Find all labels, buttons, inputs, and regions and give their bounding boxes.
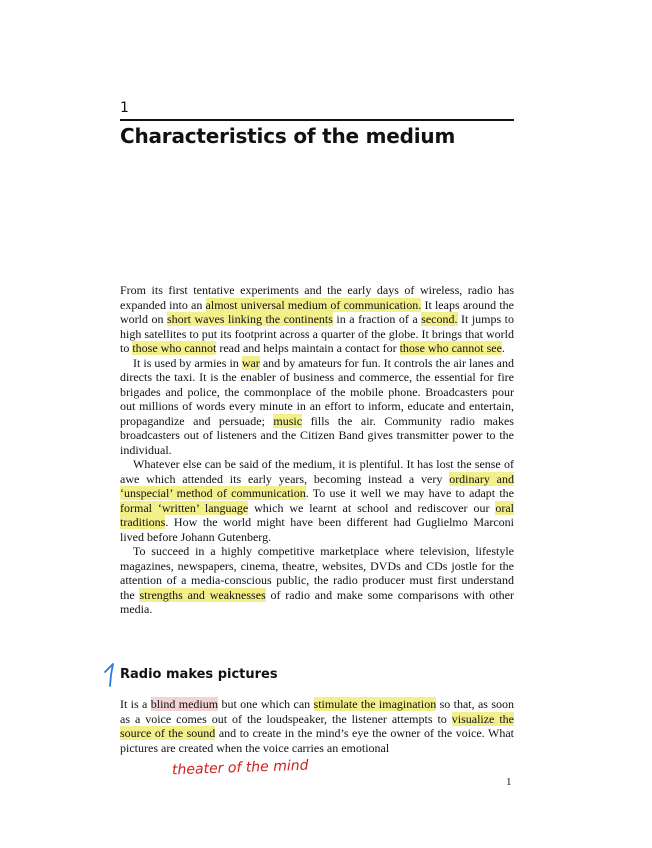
text-run: read and helps maintain a contact for (216, 341, 400, 355)
chapter-title: Characteristics of the medium (120, 124, 456, 148)
text-run: It leaps around the world on (120, 297, 514, 326)
text-run: From its first tentative experiments and the early days of wireless, radio has expanded into an (120, 283, 514, 312)
handwritten-annotation: theater of the mind (171, 757, 309, 779)
intro-text (120, 283, 514, 617)
text-run: and by amateurs for fun. It controls the air lanes and directs the taxi. It is the enabler of business and commerce, the essential for fire brigades and police, the commonplace of the mobile phone. Broadcasters pour out millions of words every minute in an effort to inform, educate and entertain, propagandize and persuade; (120, 355, 515, 428)
text-run: and to create in the mind’s eye the owner of the voice. What pictures are created when the voice carries an emotional (120, 726, 514, 755)
paragraph (120, 283, 514, 356)
highlighted-text: war (241, 355, 260, 370)
highlighted-text: oral traditions (120, 500, 515, 529)
text-run: Whatever else can be said of the medium, it is plentiful. It has lost the sense of awe which attended its early years, becoming instead a very (120, 457, 514, 486)
text-run: It is used by armies in (133, 355, 242, 370)
chapter-number: 1 (120, 100, 129, 116)
highlighted-text: strengths and weaknesses (139, 587, 266, 602)
text-run: fills the air. Community radio makes broadcasters out of listeners and the Citizen Band gives transmitter power to the individual. (120, 413, 514, 457)
highlighted-text: formal ‘written’ language (120, 500, 249, 515)
text-run: in a fraction of a (332, 312, 422, 326)
text-run: . How the world might have been different had Guglielmo Marconi lived before Johann Gutenberg. (120, 515, 514, 544)
paragraph (120, 697, 514, 755)
text-run: To succeed in a highly competitive marketplace where television, lifestyle magazines, newspapers, cinema, theatre, websites, DVDs and CDs jostle for the attention of a media-conscious public, the radio producer must first understand the (120, 544, 514, 602)
highlighted-text: those who cannot (132, 341, 217, 355)
text-run: It jumps to high satellites to put its footprint across a quarter of the globe. It brings that world to (120, 312, 514, 355)
highlighted-text: those who cannot see (399, 341, 502, 355)
paragraph (120, 356, 514, 458)
text-run: . (501, 341, 505, 355)
highlighted-text: music (273, 413, 303, 428)
section-heading: Radio makes pictures (120, 667, 278, 682)
highlighted-text: ordinary and ‘unspecial’ method of communication (120, 471, 514, 500)
section-text (120, 697, 514, 755)
paragraph (120, 544, 514, 617)
highlighted-text: stimulate the imagination (313, 697, 437, 711)
paragraph (120, 457, 514, 544)
highlighted-text: almost universal medium of communication. (205, 297, 422, 312)
text-run: . To use it well we may have to adapt the (305, 486, 514, 500)
highlighted-text: visualize the source of the sound (120, 711, 514, 740)
text-run: It is a (120, 697, 151, 711)
text-run: of radio and make some comparisons with other media. (120, 587, 514, 616)
highlighted-text: short waves linking the continents (166, 312, 333, 326)
text-run: but one which can (218, 697, 314, 711)
highlighted-text: second. (421, 312, 458, 326)
highlighted-text: blind medium (150, 697, 219, 711)
text-run: so that, as soon as a voice comes out of the loudspeaker, the listener attempts to (120, 697, 514, 726)
chapter-rule (120, 119, 514, 121)
page-number: 1 (506, 776, 512, 788)
margin-pen-mark (102, 662, 118, 688)
text-run: which we learnt at school and rediscover our (248, 500, 496, 515)
